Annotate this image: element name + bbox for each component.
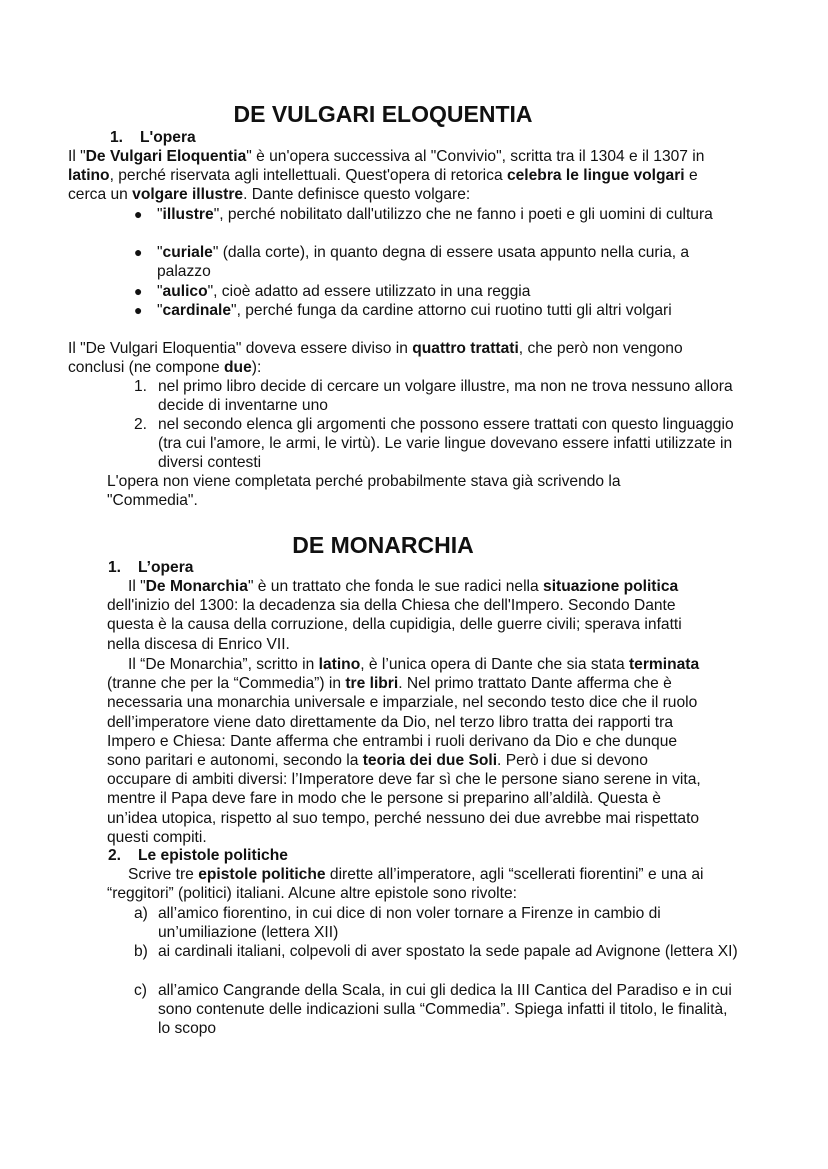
numbered-item (134, 377, 738, 415)
lettered-item (134, 904, 738, 942)
text-run: Il "De Vulgari Eloquentia" doveva essere diviso in (68, 340, 413, 357)
list-item-text (158, 942, 738, 961)
subheading-epistole (108, 846, 288, 865)
text-run: ", cioè adatto ad essere utilizzato in una reggia (207, 283, 531, 300)
list-item-text (157, 282, 737, 301)
section-title-de-vulgari-eloquentia: DE VULGARI ELOQUENTIA (233, 101, 533, 127)
text-run: ai cardinali italiani, colpevoli di aver spostato la sede papale ad Avignone (lettera XI) (158, 943, 738, 960)
text-run: . Dante definisce questo volgare: (243, 186, 471, 204)
text-run: , perché riservata agli intellettuali. Quest'opera di retorica (109, 167, 507, 185)
bold-text: situazione politica (543, 578, 679, 595)
bold-text: volgare illustre (132, 186, 244, 204)
text-run: dirette all’imperatore, agli “scellerati fiorentini” e una ai “reggitori” (politici) italiani. Alcune altre epistole sono rivolte: (107, 866, 704, 903)
subheading-number: 1. (110, 129, 124, 146)
text-run: nel primo libro decide di cercare un volgare illustre, ma non ne trova nessuno allora decide di inventarne uno (158, 378, 733, 415)
bullet-marker: ● (134, 244, 143, 260)
monarchia-paragraph-2 (107, 655, 707, 847)
bold-text: illustre (162, 206, 214, 223)
text-run: all’amico fiorentino, in cui dice di non voler tornare a Firenze in cambio di un’umiliazione (lettera XII) (158, 905, 661, 942)
text-run: " (dalla corte), in quanto degna di essere usata appunto nella curia, a palazzo (157, 244, 690, 281)
list-item-text (157, 243, 737, 281)
lettered-item (134, 981, 738, 1039)
section-title-de-monarchia: DE MONARCHIA (292, 532, 474, 558)
bold-text: quattro trattati (412, 340, 519, 357)
text-run: dell'inizio del 1300: la decadenza sia della Chiesa che dell'Impero. Secondo Dante questa è la causa della corruzione, della cupidigia, delle guerre civili; sperava infatti nella discesa di Enrico VII. (107, 597, 682, 653)
text-run: ", perché nobilitato dall'utilizzo che ne fanno i poeti e gli uomini di cultura (213, 206, 713, 223)
subheading-opera-2 (108, 558, 193, 577)
bullet-item (134, 205, 737, 224)
subheading-text: Le epistole politiche (138, 847, 288, 864)
text-run: " è un trattato che fonda le sue radici nella (247, 578, 544, 595)
bold-text: celebra le lingue volgari (506, 167, 685, 185)
bold-text: De Monarchia (145, 578, 248, 595)
trattati-paragraph (68, 339, 708, 377)
text-run: Scrive tre (128, 866, 199, 883)
text-run: (tranne che per la “Commedia”) in (107, 675, 346, 693)
text-run: " (157, 283, 163, 300)
bold-text: latino (318, 656, 361, 673)
text-run: Il " (68, 148, 86, 165)
bold-text: epistole politiche (198, 866, 326, 883)
list-item-text (158, 981, 738, 1039)
monarchia-paragraph-1 (107, 577, 707, 654)
bold-text: terminata (628, 656, 700, 673)
bullet-item (134, 282, 737, 301)
text-run: ): (251, 359, 262, 377)
bullet-marker: ● (134, 206, 143, 222)
list-item-text (158, 904, 738, 942)
bold-text: tre libri (345, 675, 399, 693)
list-item-text (158, 415, 738, 473)
bold-text: teoria dei due Soli (362, 752, 498, 770)
text-run: e cerca un (68, 167, 698, 204)
list-letter: a) (134, 905, 148, 922)
text-run: all’amico Cangrande della Scala, in cui gli dedica la III Cantica del Paradiso e in cui sono contenute delle indicazioni sulla “Commedia”. Spiega infatti il titolo, le finalità, lo scopo (158, 982, 732, 1038)
subheading-number: 2. (108, 847, 122, 864)
text-run: " (157, 206, 163, 223)
bold-text: latino (68, 167, 110, 185)
list-item-text (157, 301, 737, 320)
text-run: nel secondo elenca gli argomenti che possono essere trattati con questo linguaggio (tra cui l'amore, le armi, le virtù). Le varie lingue dovevano essere infatti utilizzate in diversi contesti (158, 416, 734, 472)
numbered-item (134, 415, 738, 473)
bold-text: De Vulgari Eloquentia (85, 148, 247, 165)
list-item-text (157, 205, 737, 224)
bullet-item (134, 243, 737, 281)
text-run: . Nel primo trattato Dante afferma che è necessaria una monarchia universale e imparziale, nel secondo testo dice che il ruolo dell’imperatore viene dato direttamente da Dio, nel terzo libro tratta dei rapporti tra Impero e Chiesa: Dante afferma che entrambi i ruoli derivano da Dio e che dunque sono paritari e autonomi, secondo la (107, 675, 698, 770)
subheading-opera (110, 128, 196, 147)
bold-text: due (224, 359, 252, 377)
intro-paragraph (68, 147, 708, 205)
bullet-marker: ● (134, 283, 143, 299)
text-run: Il “De Monarchia”, scritto in (128, 656, 319, 673)
subheading-text: L'opera (140, 129, 196, 146)
text-run: , che però non vengono conclusi (ne compone (68, 340, 683, 377)
text-run: " (157, 244, 163, 261)
list-number: 2. (134, 416, 148, 433)
text-run: " è un'opera successiva al "Convivio", scritta tra il 1304 e il 1307 in (246, 148, 705, 165)
bold-text: cardinale (162, 302, 232, 319)
text-run: " (157, 302, 163, 319)
list-number: 1. (134, 378, 148, 395)
bold-text: aulico (162, 283, 208, 300)
text-run: . Però i due si devono occupare di ambiti diversi: l’Imperatore deve far sì che le persone siano serene in vita, mentre il Papa deve fare in modo che le persone si preparino all’aldilà. Questa è un’idea utopica, rispetto al suo tempo, perché nessuno dei due avrebbe mai rispettato questi compiti. (107, 752, 701, 846)
list-letter: b) (134, 943, 148, 960)
closing-paragraph (107, 472, 687, 510)
subheading-text: L’opera (138, 559, 194, 576)
list-letter: c) (134, 982, 147, 999)
text-run: , è l’unica opera di Dante che sia stata (360, 656, 629, 673)
epistole-paragraph (107, 865, 707, 903)
bold-text: curiale (162, 244, 213, 261)
text-run: Il " (128, 578, 146, 595)
text-run: ", perché funga da cardine attorno cui ruotino tutti gli altri volgari (231, 302, 672, 319)
lettered-item (134, 942, 738, 961)
subheading-number: 1. (108, 559, 122, 576)
text-run: L'opera non viene completata perché probabilmente stava già scrivendo la "Commedia". (107, 473, 621, 510)
bullet-marker: ● (134, 302, 143, 318)
list-item-text (158, 377, 738, 415)
bullet-item (134, 301, 737, 320)
